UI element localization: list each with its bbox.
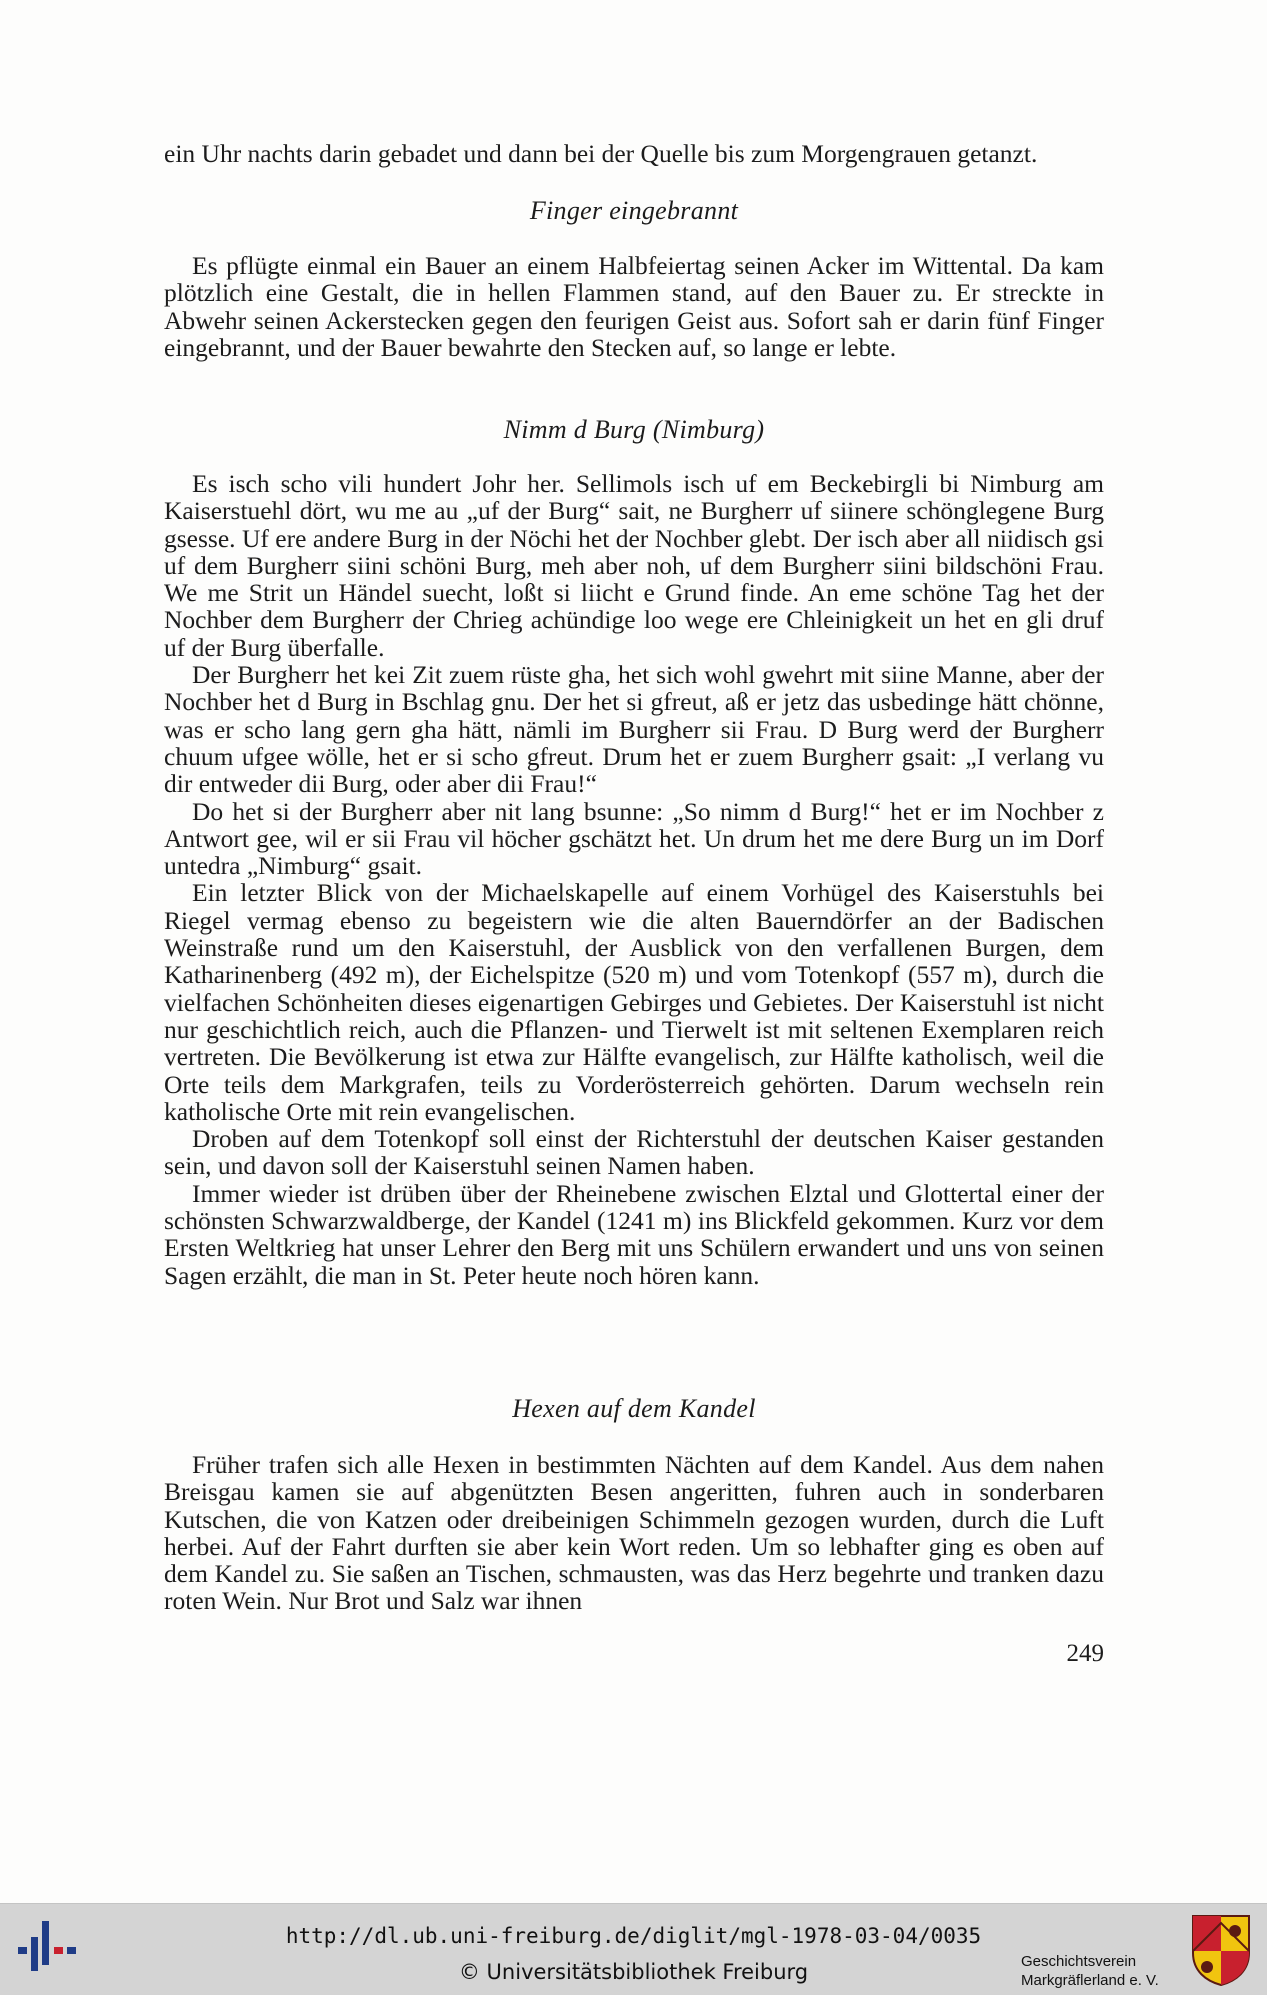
paragraph: Es isch scho vili hundert Johr her. Sellimols isch uf em Beckebirgli bi Nimburg am Kaiserstuehl dört, wu me au „uf der Burg“ sait, ne Burgherr uf siinere schönglegene Burg gsesse. Uf ere andere Burg in der Nöchi het der Nochber glebt. Der isch aber all niidisch gsi uf dem Burgherr siini schöni Burg, meh aber noh, uf dem Burgherr siini bildschöni Frau. We me Strit un Händel suecht, loßt si liicht e Grund finde. An eme schöne Tag het der Nochber dem Burgherr der Chrieg achündige loo wege ere Chleinigkeit un het en gli druf uf der Burg überfalle. bbox=[164, 469, 1104, 662]
paragraph: ein Uhr nachts darin gebadet und dann bei der Quelle bis zum Morgengrauen getanzt. bbox=[164, 139, 1038, 168]
paragraph: Droben auf dem Totenkopf soll einst der Richterstuhl der deutschen Kaiser gestanden sein, und davon soll der Kaiserstuhl seinen Namen haben. bbox=[164, 1124, 1104, 1181]
section-heading: Hexen auf dem Kandel bbox=[512, 1394, 756, 1423]
source-url-link[interactable]: http://dl.ub.uni-freiburg.de/diglit/mgl-1978-03-04/0035 bbox=[285, 1924, 982, 1948]
text-block-4 bbox=[164, 1451, 1104, 1615]
text-block-2 bbox=[164, 252, 1104, 361]
text-block-1 bbox=[164, 140, 1104, 167]
paragraph: Immer wieder ist drüben über der Rheinebene zwischen Elztal und Glottertal einer der schönsten Schwarzwaldberge, der Kandel (1241 m) ins Blickfeld gekommen. Kurz vor dem Ersten Weltkrieg hat unser Lehrer den Berg mit uns Schülern erwandert und uns von seinen Sagen erzählt, die man in St. Peter heute noch hören kann. bbox=[164, 1178, 1104, 1290]
society-name bbox=[1021, 1952, 1159, 1990]
society-line-1: Geschichtsverein bbox=[1021, 1953, 1137, 1970]
paragraph: Es pflügte einmal ein Bauer an einem Halbfeiertag seinen Acker im Wittental. Da kam plötzlich eine Gestalt, die in hellen Flammen stand, auf den Bauer zu. Er streckte in Abwehr seinen Ackerstecken gegen den feurigen Geist aus. Sofort sah er darin fünf Finger eingebrannt, und der Bauer bewahrte den Stecken auf, so lange er lebte. bbox=[164, 251, 1104, 362]
section-heading: Finger eingebrannt bbox=[529, 196, 739, 225]
paragraph: Früher trafen sich alle Hexen in bestimmten Nächten auf dem Kandel. Aus dem nahen Breisgau kamen sie auf abgenützten Besen angeritten, fuhren auch in sonderbaren Kutschen, die von Katzen oder dreibeinigen Schimmeln gezogen wurden, durch die Luft herbei. Auf der Fahrt durften sie aber kein Wort reden. Um so lebhafter ging es oben auf dem Kandel zu. Sie saßen an Tischen, schmausten, was das Herz begehrte und tranken dazu roten Wein. Nur Brot und Salz war ihnen bbox=[164, 1450, 1104, 1616]
copyright-text: © Universitätsbibliothek Freiburg bbox=[458, 1960, 809, 1984]
paragraph: Do het si der Burgherr aber nit lang bsunne: „So nimm d Burg!“ het er im Nochber z Antwort gee, wil er sii Frau vil höcher gschätzt het. Un drum het me dere Burg un im Dorf untedra „Nimburg“ gsait. bbox=[164, 796, 1104, 881]
paragraph: Ein letzter Blick von der Michaelskapelle auf einem Vorhügel des Kaiserstuhls bei Riegel vermag ebenso zu begeistern wie die alten Bauerndörfer an der Badischen Weinstraße rund um den Kaiserstuhl, der Ausblick von den verfallenen Burgen, dem Katharinenberg (492 m), der Eichelspitze (520 m) und vom Totenkopf (557 m), durch die vielfachen Schönheiten dieses eigenartigen Gebirges und Gebietes. Der Kaiserstuhl ist nicht nur geschichtlich reich, auch die Pflanzen- und Tierwelt ist mit seltenen Exemplaren reich vertreten. Die Bevölkerung ist etwa zur Hälfte evangelisch, zur Hälfte katholisch, weil die Orte teils dem Markgrafen, teils zu Vorderösterreich gehörten. Darum wechseln rein katholische Orte mit rein evangelischen. bbox=[164, 878, 1104, 1126]
footer-bar bbox=[0, 1903, 1267, 1995]
paragraph: Der Burgherr het kei Zit zuem rüste gha, het sich wohl gwehrt mit siine Manne, aber der Nochber het d Burg in Bschlag gnu. Der het si gfreut, aß er jetz das usbedinge hätt chönne, was er scho lang gern gha hätt, nämli im Burgherr sii Frau. D Burg werd der Burgherr chuum ufgee wölle, het er si scho gfreut. Drum het er zuem Burgherr gsait: „I verlang vu dir entweder dii Burg, oder aber dii Frau!“ bbox=[164, 660, 1104, 799]
text-block-3 bbox=[164, 470, 1104, 1289]
coat-of-arms-icon bbox=[1190, 1913, 1252, 1987]
section-heading: Nimm d Burg (Nimburg) bbox=[503, 415, 765, 444]
society-line-2: Markgräflerland e. V. bbox=[1021, 1972, 1159, 1989]
page-number: 249 bbox=[1066, 1640, 1104, 1667]
